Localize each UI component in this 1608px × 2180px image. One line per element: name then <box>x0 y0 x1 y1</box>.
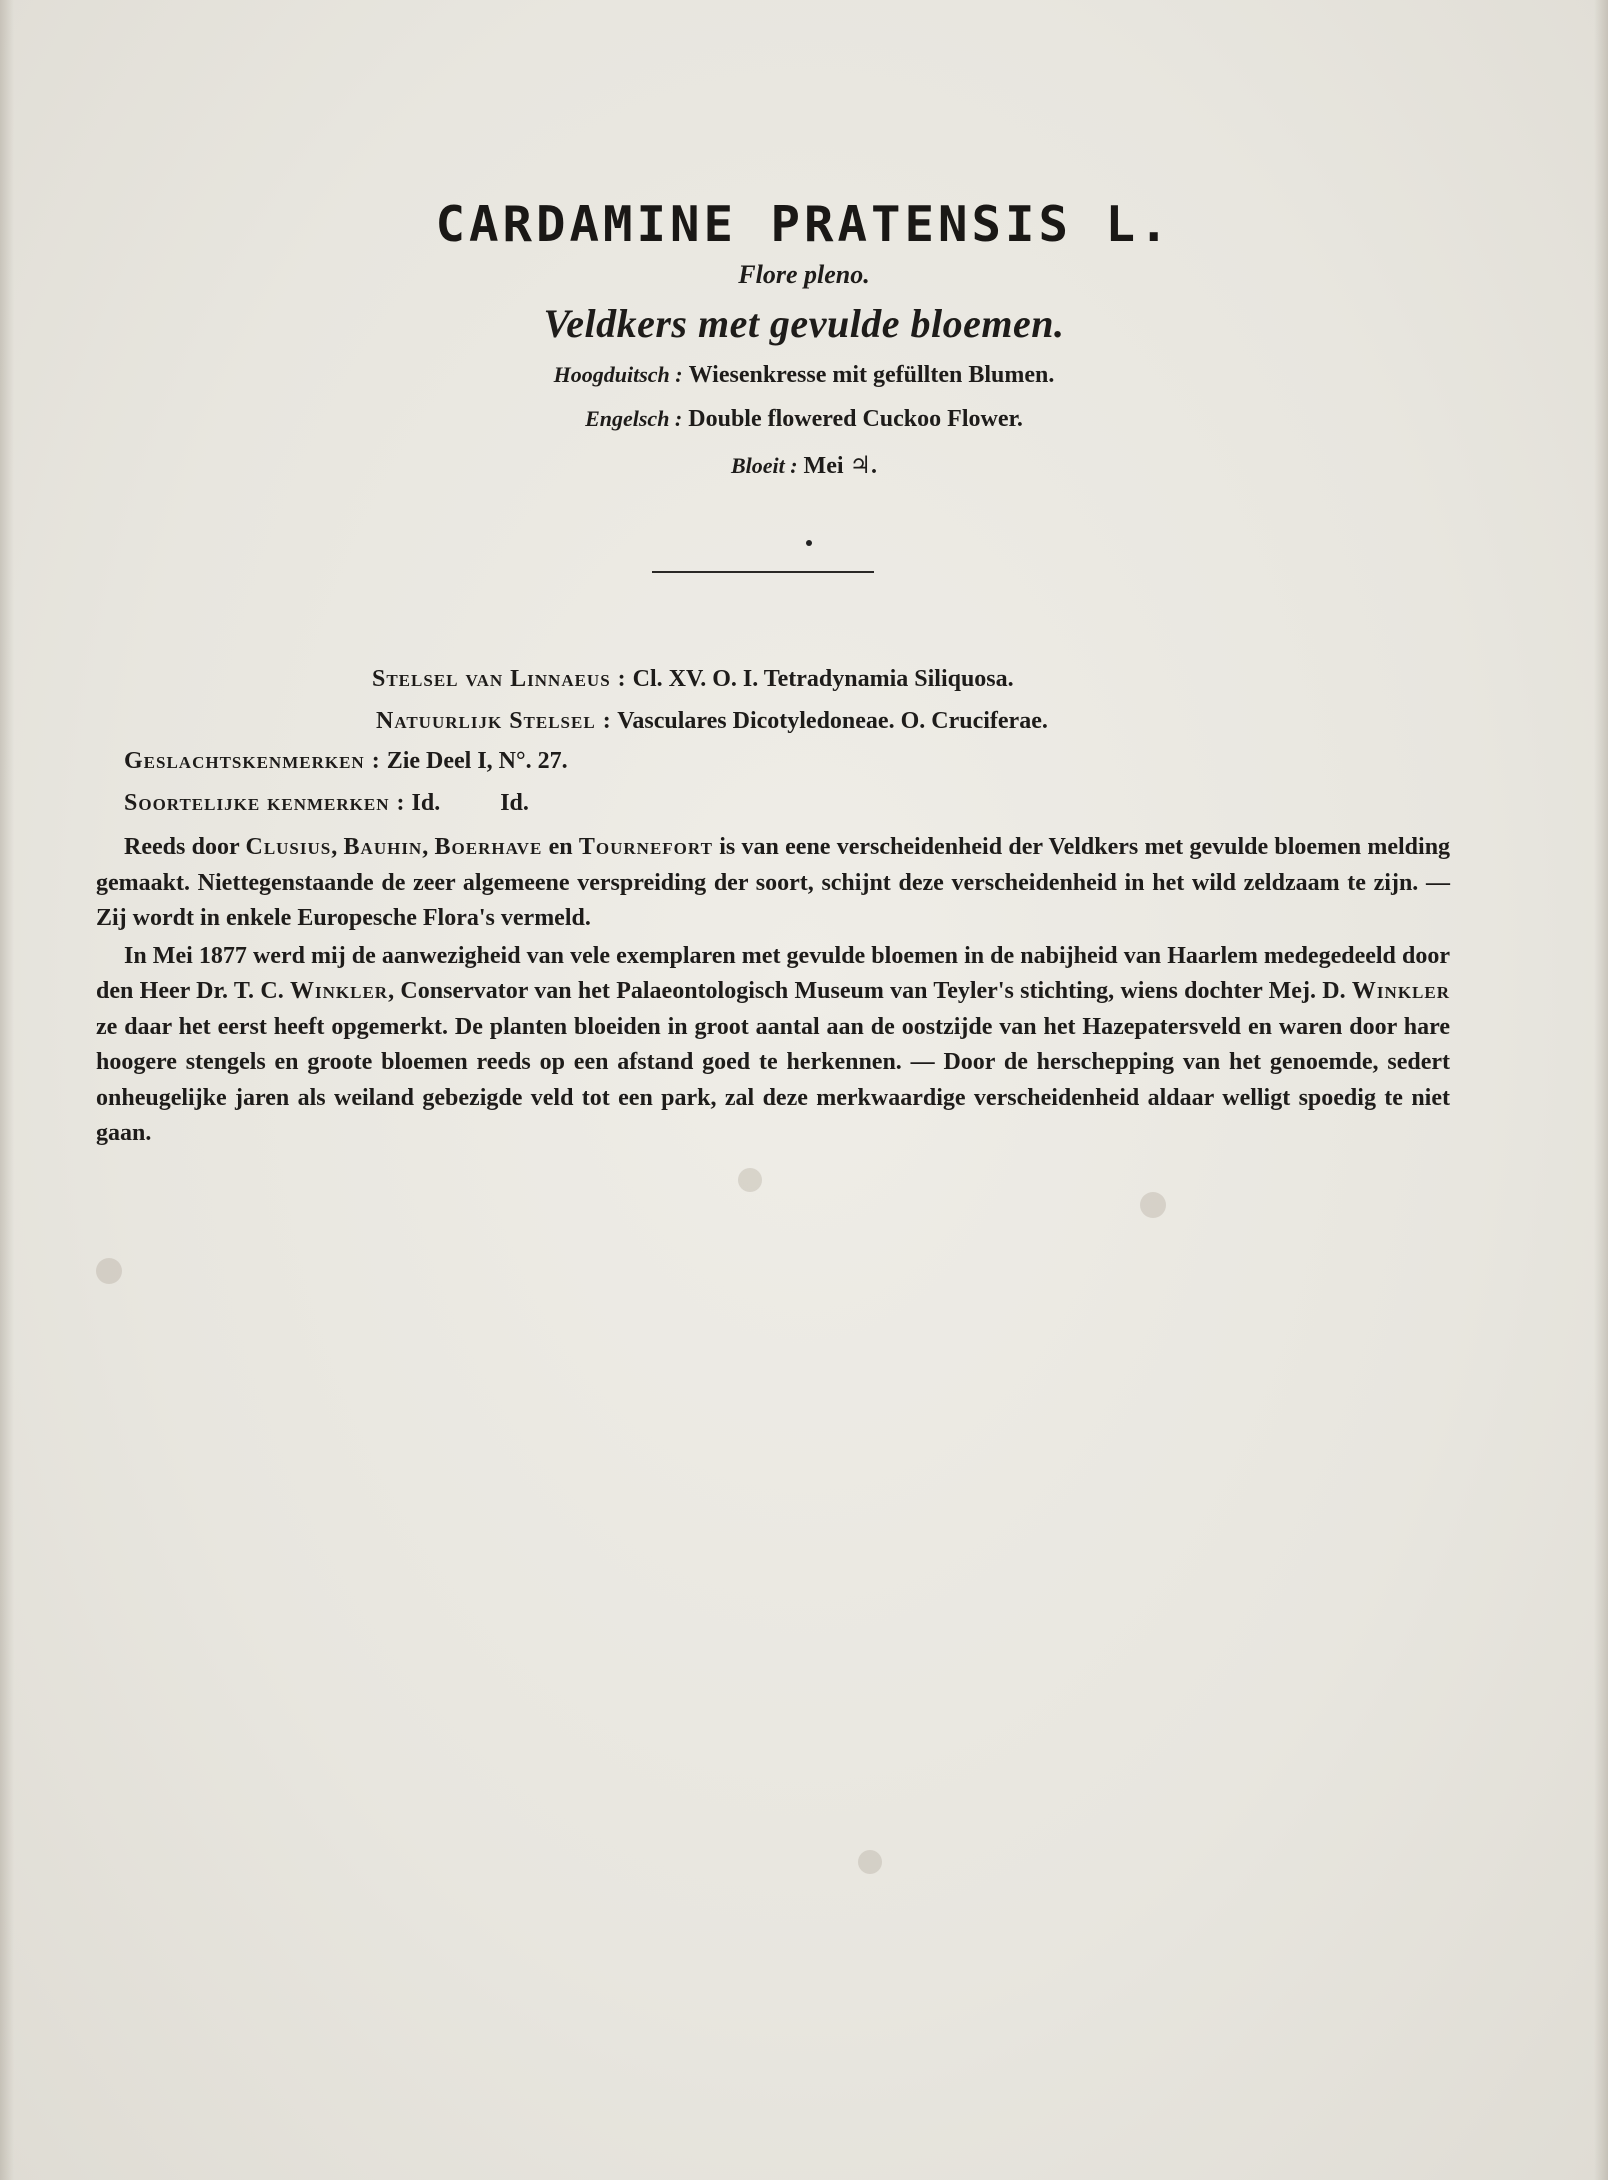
text-run: , <box>331 834 344 860</box>
genus-characters-line <box>124 748 568 775</box>
paper-speck <box>96 1258 122 1284</box>
section-divider <box>652 571 874 573</box>
species-value-1: Id. <box>411 790 441 816</box>
species-characters-line <box>124 790 529 817</box>
paragraph-discovery <box>96 939 1450 1152</box>
linnaeus-system-line <box>372 666 1014 693</box>
paragraph-history <box>96 830 1450 937</box>
genus-value: Zie Deel I, N°. 27. <box>386 748 568 774</box>
flowering-line <box>0 450 1608 480</box>
genus-label: Geslachtskenmerken : <box>124 748 381 774</box>
text-run: Reeds door <box>124 834 246 860</box>
text-run: ze daar het eerst heeft opgemerkt. De planten bloeiden in groot aantal aan de oostzijde van het Hazepatersveld en waren door hare hoogere stengels en groote bloemen reeds op een afstand goed te herkennen. — Door de herschepping van het genoemde, sedert onheugelijke jaren als weiland gebezigde veld tot een park, zal deze merkwaardige verscheidenheid aldaar welligt spoedig te niet gaan. <box>96 1013 1450 1146</box>
english-label: Engelsch : <box>585 406 683 431</box>
description-body <box>96 830 1450 1152</box>
person-winkler: Winkler <box>1351 978 1450 1004</box>
natural-system-line <box>376 708 1048 735</box>
species-label: Soortelijke kenmerken : <box>124 790 406 816</box>
linnaeus-label: Stelsel van Linnaeus : <box>372 666 627 692</box>
dutch-common-name: Veldkers met gevulde bloemen. <box>543 301 1065 346</box>
german-name: Wiesenkresse mit gefüllten Blumen. <box>688 362 1055 388</box>
paper-speck <box>1140 1192 1166 1218</box>
text-run: In Mei 1877 werd mij de aanwezigheid van vele exemplaren met gevulde bloemen in de nabijheid van Haarlem medegedeeld door den Heer Dr. T. C. <box>96 942 1450 1004</box>
linnaeus-value: Cl. XV. O. I. Tetradynamia Siliquosa. <box>632 666 1014 692</box>
species-title: CARDAMINE PRATENSIS L. <box>435 196 1173 253</box>
natural-system-label: Natuurlijk Stelsel : <box>376 708 612 734</box>
ornament-dot <box>806 540 812 546</box>
text-run: is van eene verscheidenheid der Veldkers met gevulde bloemen melding gemaakt. Niettegenstaande de zeer algemeene verspreiding der soort, schijnt deze verscheidenheid in het wild zeldzaam te zijn. — Zij wordt in enkele Europesche Flora's vermeld. <box>96 834 1451 931</box>
text-run: , Conservator van het Palaeontologisch Museum van Teyler's stichting, wiens dochter Mej. D. <box>388 978 1352 1004</box>
natural-system-value: Vasculares Dicotyledoneae. O. Cruciferae. <box>617 708 1048 734</box>
author-boerhave: Boerhave <box>434 834 543 860</box>
german-name-line <box>0 362 1608 389</box>
author-clusius: Clusius <box>245 834 332 860</box>
text-run: , <box>422 834 435 860</box>
english-name: Double flowered Cuckoo Flower. <box>688 406 1023 432</box>
text-run: en <box>542 834 579 860</box>
person-winkler: Winkler <box>290 978 389 1004</box>
author-bauhin: Bauhin <box>343 834 423 860</box>
flowering-value: Mei ♃. <box>803 453 878 479</box>
variety-subtitle: Flore pleno. <box>738 260 870 289</box>
flowering-label: Bloeit : <box>730 453 798 478</box>
paper-speck <box>738 1168 762 1192</box>
paper-speck <box>858 1850 882 1874</box>
author-tournefort: Tournefort <box>578 834 713 860</box>
species-value-2: Id. <box>500 790 529 816</box>
english-name-line <box>0 406 1608 433</box>
german-label: Hoogduitsch : <box>553 362 683 387</box>
